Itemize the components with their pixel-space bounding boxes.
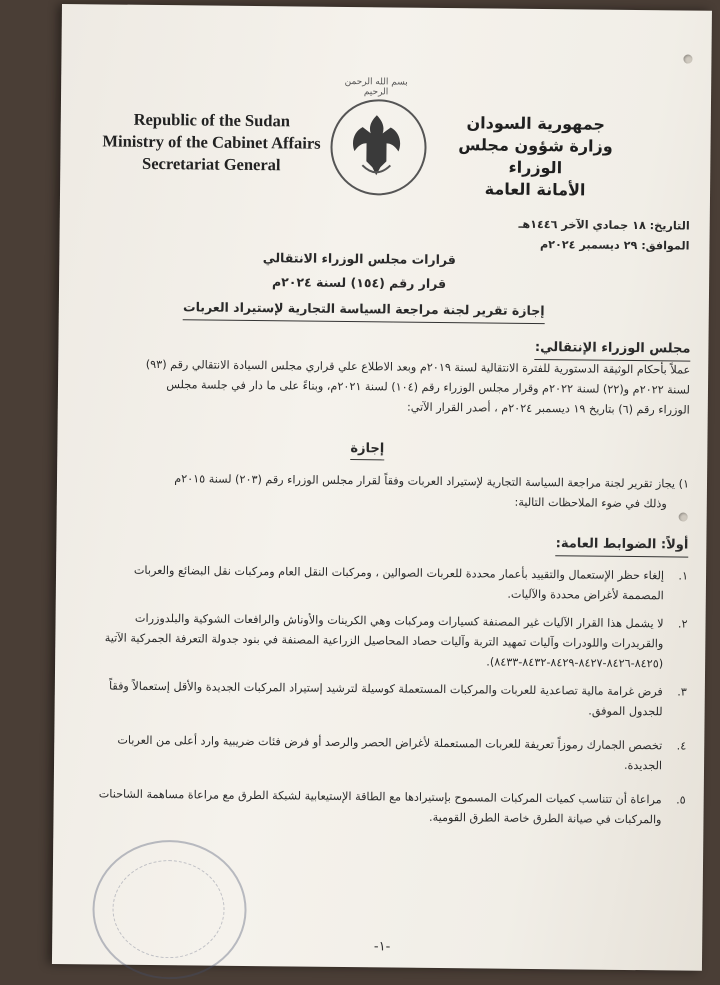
letterhead-english (96, 108, 327, 176)
list-item (74, 730, 686, 776)
section-heading: أولاً: الضوابط العامة: (556, 533, 689, 557)
title-line-3-wrap (169, 295, 559, 324)
letterhead-arabic (430, 112, 641, 202)
ijaza-wrap (327, 439, 407, 461)
date-gregorian: الموافق: ٢٩ ديسمبر ٢٠٢٤م (539, 238, 690, 253)
section-heading-wrap (488, 532, 688, 557)
preamble-line: الوزراء رقم (٦) بتاريخ ١٩ ديسمبر ٢٠٢٤م ، أصدر القرار الآتي: (406, 400, 690, 417)
title-line-3: إجازة تقرير لجنة مراجعة السياسة التجارية لإستيراد العربات (183, 295, 545, 324)
letterhead-en-line: Ministry of the Cabinet Affairs (102, 131, 321, 153)
preamble-line: لسنة ٢٠٢٢م و(٢٢) لسنة ٢٠٢٢م وقرار مجلس الوزراء رقم (١٠٤) لسنة ٢٠٢١م، وبناءً على ما دار في جلسة مجلس (166, 378, 691, 397)
rules-list (73, 560, 688, 830)
council-label: مجلس الوزراء الإنتقالي: (535, 337, 691, 362)
rule-line: للجدول الموفق. (588, 704, 663, 719)
page-number: -١- (373, 939, 391, 955)
rule-line: والقريدرات واللودرات وآليات تمهيد التربة وآليات حصاد المحاصيل الزراعية المصنفة في بنود جدولة التعرفة الجمركية الآتية (104, 631, 664, 651)
rule-line: لا يشمل هذا القرار الآليات غير المصنفة كسيارات ومركبات وهي الكرينات والأوناش والرافعات الشوكية والبلدوزرات (134, 611, 664, 631)
rule-line: والمركبات في صيانة الطرق خاصة الطرق القومية. (429, 810, 662, 827)
title-line-2: قرار رقم (١٥٤) لسنة ٢٠٢٤م (271, 274, 447, 292)
decision-item-1 (77, 468, 689, 514)
decision-heading (209, 246, 509, 297)
rule-number: ١. (678, 569, 689, 583)
preamble (78, 354, 691, 420)
letterhead-en-line: Secretariat General (141, 153, 281, 175)
rule-line: مراعاة أن تتناسب كميات المركبات المسموح بإستيرادها مع الطاقة الإستيعابية لشبكة الطرق مع مراعاة مساهمة الشاحنات (98, 787, 662, 807)
letterhead-ar-line: الأمانة العامة (484, 179, 586, 200)
rule-number: ٣. (677, 685, 687, 699)
letterhead-en-line: Republic of the Sudan (133, 109, 291, 131)
preamble-line: عملاً بأحكام الوثيقة الدستورية للفترة الانتقالية لسنة ٢٠١٩م وبعد الاطلاع علي قراري مجلس السيادة الانتقالي رقم (٩٣) (145, 357, 691, 377)
stamp-inner-ring (112, 860, 225, 959)
punch-hole (683, 55, 692, 64)
rule-line: الجديدة. (623, 758, 663, 773)
list-item (73, 784, 685, 830)
ijaza-heading: إجازة (350, 439, 384, 460)
letterhead-ar-line: وزارة شؤون مجلس الوزراء (458, 135, 613, 178)
rule-line: (٨٤٢٥-٨٤٢٦-٨٤٢٧-٨٤٢٩-٨٤٣٢-٨٤٣٣). (486, 655, 664, 671)
rule-number: ٢. (677, 617, 688, 631)
state-emblem (330, 99, 427, 196)
rule-line: فرض غرامة مالية تصاعدية للعربات والمركبات المستعملة كوسيلة لترشيد إستيراد المركبات الجديدة والأقل إستعمالاً وفقاً (108, 679, 663, 699)
rule-number: ٤. (676, 739, 687, 753)
list-item (76, 560, 688, 606)
list-item (75, 676, 687, 722)
letterhead-ar-line: جمهورية السودان (466, 113, 606, 134)
item-line: وذلك في ضوء الملاحظات التالية: (514, 495, 667, 511)
list-item (75, 608, 688, 674)
rule-number: ٥. (676, 793, 686, 807)
rule-line: المصممة لأغراض محددة والآليات. (507, 587, 664, 603)
bismillah: بسم الله الرحمن الرحيم (344, 76, 408, 98)
secretary-bird-icon (332, 101, 421, 190)
rule-line: إلغاء حظر الإستعمال والتقييد بأعمار محددة للعربات الصوالين ، ومركبات النقل العام ومركبات نقل البضائع والعربات (133, 563, 665, 583)
rule-line: تخصص الجمارك رموزاً تعريفة للعربات المستعملة لأغراض الحصر والرصد أو فرض فئات ضريبية وارد أعلى من العربات (117, 733, 663, 753)
document-page (52, 4, 712, 971)
title-line-1: قرارات مجلس الوزراء الانتقالي (262, 250, 457, 268)
item-line: ١) يجاز تقرير لجنة مراجعة السياسة التجارية لإستيراد العربات وفقاً لقرار مجلس الوزراء رقم (٢٠٣) لسنة ٢٠١٥م (174, 472, 690, 491)
date-hijri: التاريخ: ١٨ جمادي الآخر ١٤٤٦هـ (518, 217, 690, 233)
official-stamp (92, 839, 247, 980)
